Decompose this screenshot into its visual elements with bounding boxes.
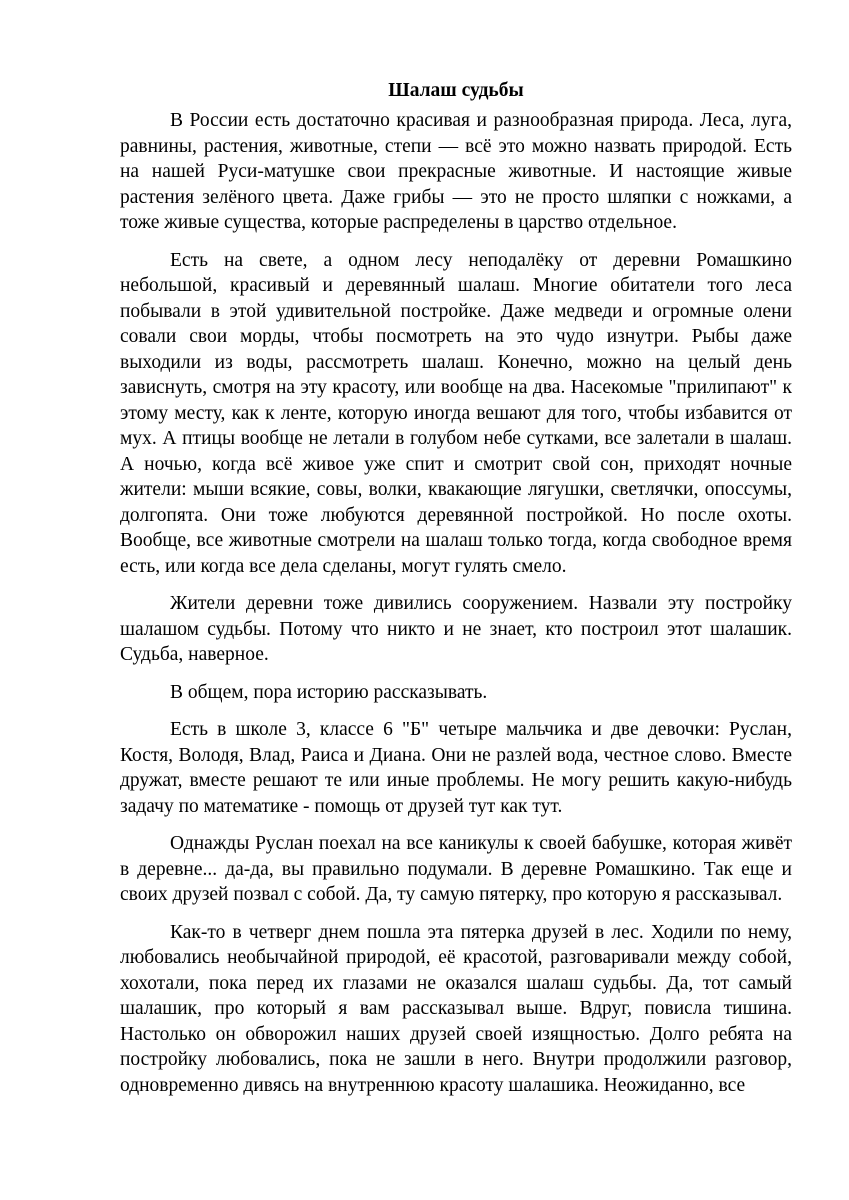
paragraph-4: В общем, пора историю рассказывать. [170, 681, 488, 703]
paragraph-2: Есть на свете, а одном лесу неподалёку от деревни Ромашкино небольшой, красивый и деревянный шалаш. Многие обитатели того леса побывали в этой удивительной постройке. Даже медведи и огромные олени совали свои морды, чтобы посмотреть на это чудо изнутри. Рыбы даже выходили из воды, рассмотреть шалаш. Конечно, можно на целый день зависнуть, смотря на эту красоту, или вообще на два. Насекомые "прилипают" к этому месту, как к ленте, которую иногда вешают для того, чтобы избавится от мух. А птицы вообще не летали в голубом небе сутками, все залетали в шалаш. А ночью, когда всё живое уже спит и смотрит свой сон, приходят ночные жители: мыши всякие, совы, волки, квакающие лягушки, светлячки, опоссумы, долгопята. Они тоже любуются деревянной постройкой. Но после охоты. Вообще, все животные смотрели на шалаш только тогда, когда свободное время есть, или когда все дела сделаны, могут гулять смело. [120, 249, 792, 577]
paragraph-1: В России есть достаточно красивая и разнообразная природа. Леса, луга, равнины, растения, животные, степи — всё это можно назвать природой. Есть на нашей Руси-матушке свои прекрасные животные. И настоящие живые растения зелёного цвета. Даже грибы — это не просто шляпки с ножками, а тоже живые существа, которые распределены в царство отдельное. [120, 110, 792, 233]
paragraph-6: Однажды Руслан поехал на все каникулы к своей бабушке, которая живёт в деревне... да-да, вы правильно подумали. В деревне Ромашкино. Так еще и своих друзей позвал с собой. Да, ту самую пятерку, про которую я рассказывал. [120, 833, 792, 905]
paragraph-3: Жители деревни тоже дивились сооружением. Назвали эту постройку шалашом судьбы. Потому что никто и не знает, кто построил этот шалашик. Судьба, наверное. [120, 593, 792, 665]
paragraph-5: Есть в школе 3, классе 6 "Б" четыре мальчика и две девочки: Руслан, Костя, Володя, Влад, Раиса и Диана. Они не разлей вода, честное слово. Вместе дружат, вместе решают те или иные проблемы. Не могу решить какую-нибудь задачу по математике - помощь от друзей тут как тут. [120, 719, 792, 817]
paragraph-7: Как-то в четверг днем пошла эта пятерка друзей в лес. Ходили по нему, любовались необычайной природой, её красотой, разговаривали между собой, хохотали, пока перед их глазами не оказался шалаш судьбы. Да, тот самый шалашик, про который я вам рассказывал выше. Вдруг, повисла тишина. Настолько он обворожил наших друзей своей изящностью. Долго ребята на постройку любовались, пока не зашли в него. Внутри продолжили разговор, одновременно дивясь на внутреннюю красоту шалашика. Неожиданно, все [120, 921, 792, 1096]
page-title: Шалаш судьбы [388, 80, 524, 101]
